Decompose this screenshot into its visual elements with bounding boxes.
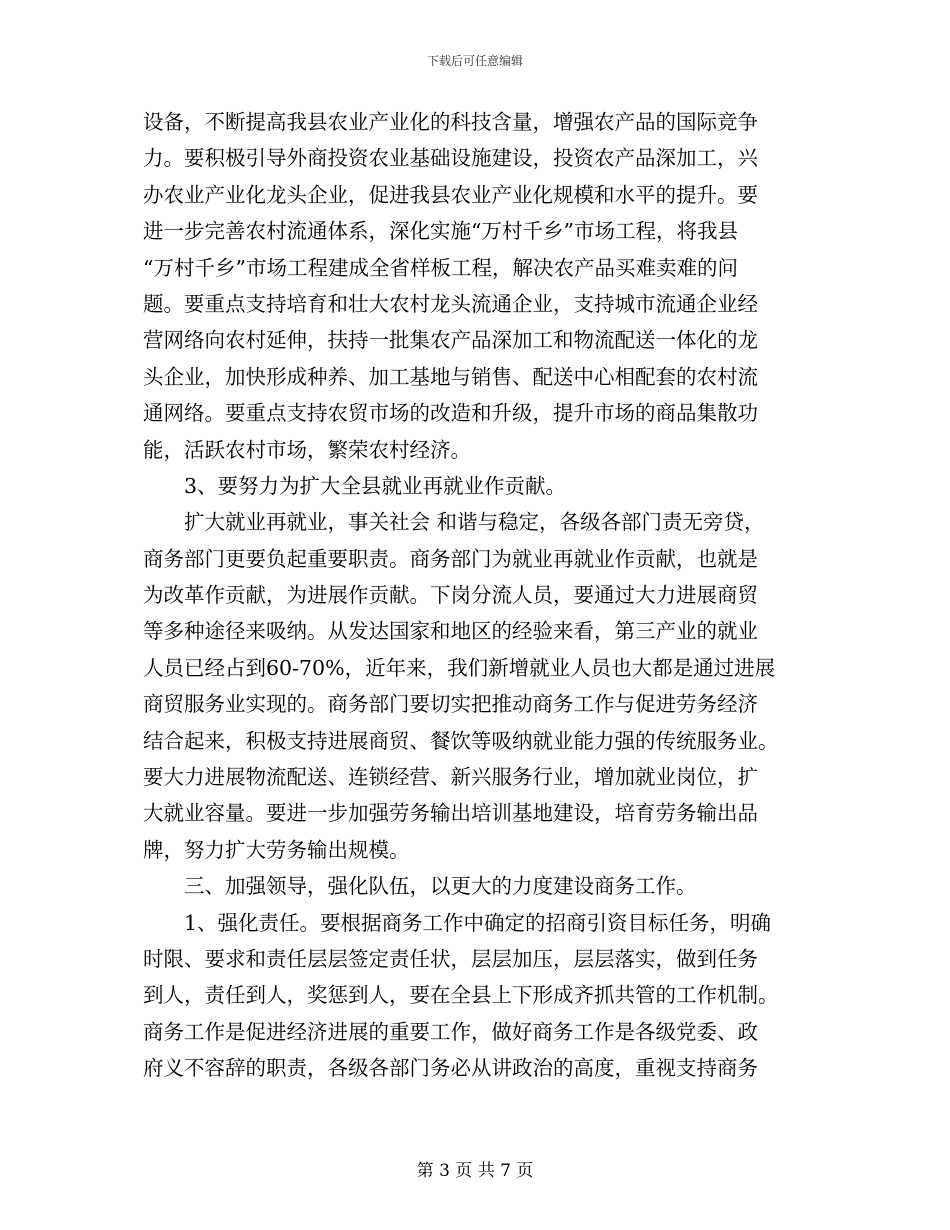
text-line: 设备，不断提高我县农业产业化的科技含量，增强农产品的国际竞争 bbox=[143, 110, 758, 134]
page-header: 下载后可任意编辑 bbox=[426, 54, 523, 68]
section-heading: 3、要努力为扩大全县就业再就业作贡献。 bbox=[184, 473, 567, 498]
text-line: 商贸服务业实现的。商务部门要切实把推动商务工作与促进劳务经济 bbox=[143, 692, 758, 717]
text-line: 要大力进展物流配送、连锁经营、新兴服务行业，增加就业岗位，扩 bbox=[143, 765, 758, 790]
text-line: 大就业容量。要进一步加强劳务输出培训基地建设，培育劳务输出品 bbox=[143, 801, 758, 826]
text-line: 能，活跃农村市场，繁荣农村经济。 bbox=[143, 437, 471, 462]
text-line: 力。要积极引导外商投资农业基础设施建设，投资农产品深加工，兴 bbox=[143, 146, 758, 171]
paragraph-start-line: 扩大就业再就业，事关社会 和谐与稳定，各级各部门责无旁贷， bbox=[184, 510, 765, 535]
text-line: 结合起来，积极支持进展商贸、餐饮等吸纳就业能力强的传统服务业。 bbox=[143, 728, 779, 753]
text-line: 府义不容辞的职责，各级各部门务必从讲政治的高度，重视支持商务 bbox=[143, 1056, 758, 1081]
document-body bbox=[143, 104, 813, 1087]
text-line: “万村千乡”市场工程建成全省样板工程，解决农产品买难卖难的问 bbox=[143, 255, 738, 280]
text-line: 营网络向农村延伸，扶持一批集农产品深加工和物流配送一体化的龙 bbox=[143, 328, 758, 353]
text-line: 商务部门更要负起重要职责。商务部门为就业再就业作贡献，也就是 bbox=[143, 546, 758, 571]
text-line: 进一步完善农村流通体系，深化实施“万村千乡”市场工程，将我县 bbox=[143, 219, 738, 244]
text-line: 办农业产业化龙头企业，促进我县农业产业化规模和水平的提升。要 bbox=[143, 182, 758, 207]
text-line: 牌，努力扩大劳务输出规模。 bbox=[143, 837, 410, 862]
text-line: 时限、要求和责任层层签定责任状，层层加压，层层落实，做到任务 bbox=[143, 946, 758, 971]
paragraph-start-line: 1、强化责任。要根据商务工作中确定的招商引资目标任务，明确 bbox=[184, 910, 772, 935]
text-line: 到人，责任到人，奖惩到人，要在全县上下形成齐抓共管的工作机制。 bbox=[143, 983, 779, 1008]
section-heading: 三、加强领导，强化队伍，以更大的力度建设商务工作。 bbox=[184, 874, 697, 899]
text-line: 为改革作贡献，为进展作贡献。下岗分流人员，要通过大力进展商贸 bbox=[143, 583, 758, 608]
text-line: 通网络。要重点支持农贸市场的改造和升级，提升市场的商品集散功 bbox=[143, 401, 758, 426]
text-line: 题。要重点支持培育和壮大农村龙头流通企业，支持城市流通企业经 bbox=[143, 291, 758, 316]
text-line: 人员已经占到60-70%，近年来，我们新增就业人员也大都是通过进展 bbox=[143, 655, 776, 680]
text-line: 头企业，加快形成种养、加工基地与销售、配送中心相配套的农村流 bbox=[143, 364, 758, 389]
text-line: 等多种途径来吸纳。从发达国家和地区的经验来看，第三产业的就业 bbox=[143, 619, 758, 644]
page-footer: 第 3 页 共 7 页 bbox=[416, 1161, 534, 1181]
text-line: 商务工作是促进经济进展的重要工作，做好商务工作是各级党委、政 bbox=[143, 1019, 758, 1044]
